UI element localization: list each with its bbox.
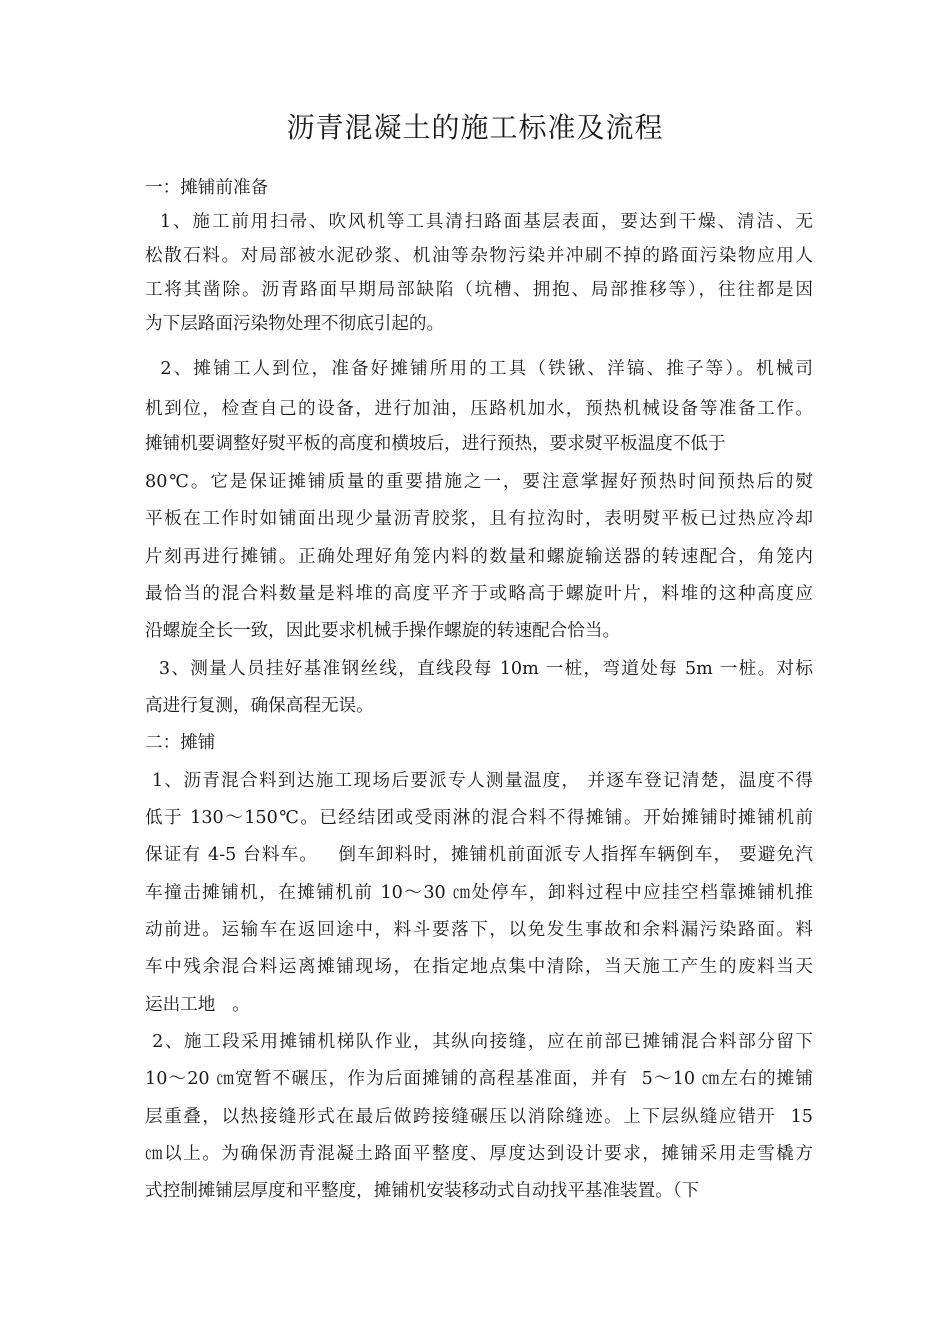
text-line: 1、施工前用扫帚、吹风机等工具清扫路面基层表面，要达到干燥、清洁、无 <box>145 212 813 232</box>
text-line: 车中残余混合料运离摊铺现场，在指定地点集中清除，当天施工产生的废料当天 <box>145 957 813 977</box>
text-line: 低于 130～150℃。已经结团或受雨淋的混合料不得摊铺。开始摊铺时摊铺机前 <box>145 808 813 828</box>
document-title: 沥青混凝土的施工标准及流程 <box>286 111 664 144</box>
text-line: 松散石料。对局部被水泥砂浆、机油等杂物污染并冲刷不掉的路面污染物应用人 <box>145 246 813 266</box>
text-line: 运出工地 。 <box>145 995 250 1015</box>
text-line: 机到位，检查自己的设备，进行加油，压路机加水，预热机械设备等准备工作。 <box>145 399 813 419</box>
section-heading: 二：摊铺 <box>145 733 216 753</box>
text-line: 10～20 ㎝宽暂不碾压，作为后面摊铺的高程基准面，并有 5～10 ㎝左右的摊铺 <box>145 1069 813 1089</box>
text-line: 2、施工段采用摊铺机梯队作业，其纵向接缝，应在前部已摊铺混合料部分留下 <box>145 1032 813 1052</box>
text-line: 保证有 4-5 台料车。 倒车卸料时，摊铺机前面派专人指挥车辆倒车， 要避免汽 <box>145 845 813 865</box>
section-heading: 一：摊铺前准备 <box>145 178 269 198</box>
text-line: 3、测量人员挂好基准钢丝线，直线段每 10m 一桩，弯道处每 5m 一桩。对标 <box>145 659 813 679</box>
text-line: 最恰当的混合料数量是料堆的高度平齐于或略高于螺旋叶片，料堆的这种高度应 <box>145 584 813 604</box>
text-line: 层重叠，以热接缝形式在最后做跨接缝碾压以消除缝迹。上下层纵缝应错开 15 <box>145 1107 813 1127</box>
text-line: 车撞击摊铺机，在摊铺机前 10～30 ㎝处停车，卸料过程中应挂空档靠摊铺机推 <box>145 883 813 903</box>
text-line: 动前进。运输车在返回途中，料斗要落下，以免发生事故和余料漏污染路面。料 <box>145 920 813 940</box>
text-line: 80℃。它是保证摊铺质量的重要措施之一，要注意掌握好预热时间预热后的熨 <box>145 472 813 492</box>
text-line: 平板在工作时如铺面出现少量沥青胶浆，且有拉沟时，表明熨平板已过热应冷却 <box>145 509 813 529</box>
text-line: 工将其凿除。沥青路面早期局部缺陷（坑槽、拥抱、局部推移等），往往都是因 <box>145 280 813 300</box>
text-line: 1、沥青混合料到达施工现场后要派专人测量温度， 并逐车登记清楚，温度不得 <box>145 771 813 791</box>
text-line: 摊铺机要调整好熨平板的高度和横坡后，进行预热，要求熨平板温度不低于 <box>145 434 726 454</box>
text-line: 2、摊铺工人到位，准备好摊铺所用的工具（铁锹、洋镐、推子等）。机械司 <box>145 359 813 379</box>
text-line: 式控制摊铺层厚度和平整度，摊铺机安装移动式自动找平基准装置。（下 <box>145 1181 700 1201</box>
text-line: 沿螺旋全长一致，因此要求机械手操作螺旋的转速配合恰当。 <box>145 621 621 641</box>
text-line: ㎝以上。为确保沥青混凝土路面平整度、厚度达到设计要求，摊铺采用走雪橇方 <box>145 1144 813 1164</box>
text-line: 为下层路面污染物处理不彻底引起的。 <box>145 314 445 334</box>
text-line: 片刻再进行摊铺。正确处理好角笼内料的数量和螺旋输送器的转速配合，角笼内 <box>145 547 813 567</box>
text-line: 高进行复测，确保高程无误。 <box>145 696 374 716</box>
